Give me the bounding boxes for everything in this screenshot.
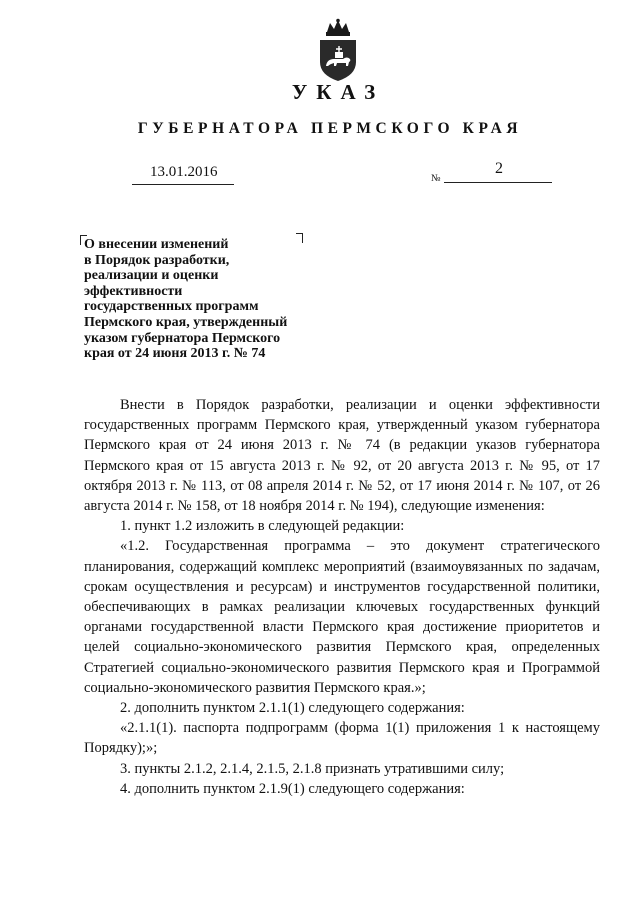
- body-paragraph: 2. дополнить пунктом 2.1.1(1) следующего содержания:: [120, 700, 465, 717]
- body-paragraph: 4. дополнить пунктом 2.1.9(1) следующего содержания:: [120, 780, 465, 797]
- document-number: 2: [495, 160, 503, 177]
- subject-line: О внесении изменений: [84, 237, 229, 252]
- subject-line: указом губернатора Пермского: [84, 330, 281, 346]
- document-body: [84, 395, 600, 799]
- subject-line: реализации и оценки: [84, 268, 219, 284]
- body-paragraph: «1.2. Государственная программа – это документ стратегического планирования, содержащий комплекс мероприятий (взаимоувязанных по задачам, срокам осуществления и ресурсам) и инструментов государственной политики, обеспечивающих в рамках реализации ключевых государственных функций органами государственной власти Пермского края достижение приоритетов и целей социально-экономического развития Пермского края, определенных Стратегией социально-экономического развития Пермского края и Программой социально-экономического развития Пермского края.»;: [84, 538, 600, 696]
- document-date: 13.01.2016: [150, 164, 218, 180]
- subject-line: края от 24 июня 2013 г. № 74: [84, 346, 266, 362]
- number-sign: №: [431, 173, 441, 184]
- coat-of-arms-icon: [315, 18, 361, 82]
- date-underline: [132, 184, 234, 185]
- body-paragraph: 1. пункт 1.2 изложить в следующей редакции:: [120, 518, 405, 535]
- subject-line: в Порядок разработки,: [84, 252, 230, 268]
- body-paragraph: Внести в Порядок разработки, реализации и оценки эффективности государственных программ Пермского края, утвержденный указом губернатора Пермского края от 24 июня 2013 г. № 74 (в редакции указов губернатора Пермского края от 15 августа 2013 г. № 92, от 20 августа 2013 г. № 95, от 17 октября 2013 г. № 113, от 08 апреля 2014 г. № 52, от 17 июня 2014 г. № 107, от 26 августа 2014 г. № 158, от 18 ноября 2014 г. № 194), следующие изменения:: [84, 397, 600, 515]
- document-subject: [84, 237, 314, 362]
- body-paragraph: 3. пункты 2.1.2, 2.1.4, 2.1.5, 2.1.8 признать утратившими силу;: [120, 760, 505, 777]
- subject-line: эффективности: [84, 283, 183, 299]
- body-paragraph: «2.1.1(1). паспорта подпрограмм (форма 1(1) приложения 1 к настоящему Порядку);»;: [84, 720, 600, 757]
- subject-line: государственных программ: [84, 299, 259, 315]
- number-underline: [444, 182, 552, 183]
- document-title: УКАЗ: [291, 80, 385, 104]
- document-issuer: ГУБЕРНАТОРА ПЕРМСКОГО КРАЯ: [137, 120, 523, 137]
- subject-line: Пермского края, утвержденный: [84, 314, 288, 330]
